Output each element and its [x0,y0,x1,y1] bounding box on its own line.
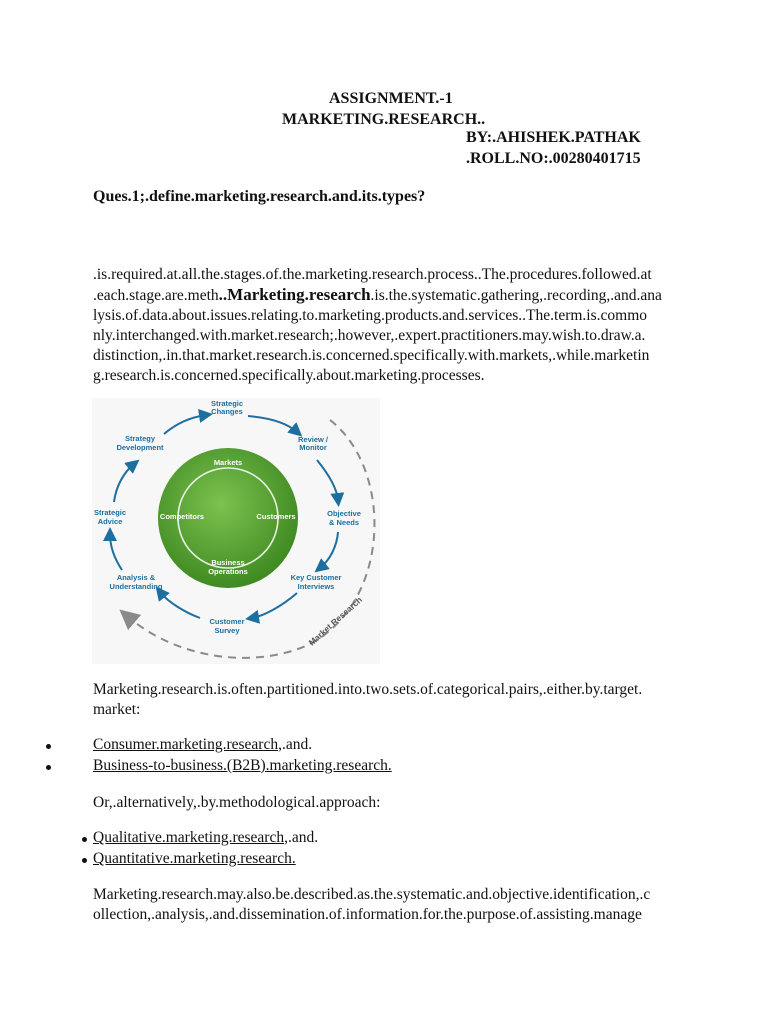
node-strategic-changes-2: Changes [211,407,243,416]
center-label-markets: Markets [213,458,243,467]
closing-line-2: ollection,.analysis,.and.dissemination.of.information.for.the.purpose.of.assisting.manage [93,906,642,923]
quantitative-research-link[interactable]: Quantitative.marketing.research. [93,850,296,867]
node-review-1: Review / [297,435,329,444]
node-development-2: Development [116,443,164,452]
intro-line-1: .is.required.at.all.the.stages.of.the.marketing.research.process..The.procedures.followed.at [93,266,652,283]
subject-title: MARKETING.RESEARCH.. [282,111,486,128]
list-item: Consumer.marketing.research,.and. [93,736,313,753]
node-review-2: Monitor [299,443,327,452]
center-label-business: Business [211,558,245,567]
node-interviews-1: Key Customer [290,573,342,582]
outer-arc-label: Market Research [306,594,364,648]
roll-number-line: .ROLL.NO:.00280401715 [466,150,641,167]
center-label-customers: Customers [256,512,296,521]
intro-line-3: lysis.of.data.about.issues.relating.to.marketing.products.and.services..The.term.is.commo [93,307,647,324]
node-objective-2: & Needs [328,518,360,527]
bullet-icon [82,837,87,842]
node-strategic-changes-1: Strategic [210,399,244,408]
node-survey-1: Customer [209,617,245,626]
node-survey-2: Survey [214,626,240,635]
node-advice-1: Strategic [93,508,127,517]
intro-line-5: distinction,.in.that.market.research.is.concerned.specifically.with.markets,.while.marketin [93,347,650,364]
author-line: BY:.AHISHEK.PATHAK [466,129,641,146]
center-label-operations: Operations [208,567,248,576]
node-analysis-2: Understanding [109,582,163,591]
list-item: Qualitative.marketing.research,.and. [93,829,319,846]
assignment-title: ASSIGNMENT.-1 [329,90,453,107]
b2b-research-link[interactable]: Business-to-business.(B2B).marketing.research. [93,757,392,774]
node-interviews-2: Interviews [297,582,335,591]
partition-paragraph [93,680,758,720]
center-label-competitors: Competitors [159,512,205,521]
market-research-cycle-diagram [92,398,380,664]
node-objective-1: Objective [327,509,361,518]
bullet-icon [46,765,51,770]
consumer-research-link[interactable]: Consumer.marketing.research [93,736,279,753]
qualitative-research-link[interactable]: Qualitative.marketing.research [93,829,285,846]
node-analysis-1: Analysis & [116,573,156,582]
bullet-icon [46,744,51,749]
partition-line-2: market: [93,701,141,718]
intro-line-2: .each.stage.are.meth..Marketing.research.is.the.systematic.gathering,.recording,.and.ana [93,285,662,304]
partition-line-1: Marketing.research.is.often.partitioned.into.two.sets.of.categorical.pairs,.either.by.target. [93,681,643,698]
question-heading: Ques.1;.define.marketing.research.and.its.types? [93,188,426,205]
intro-paragraph [93,265,758,386]
node-advice-2: Advice [97,517,123,526]
alternative-line: Or,.alternatively,.by.methodological.approach: [93,794,381,811]
intro-line-6: g.research.is.concerned.specifically.about.marketing.processes. [93,367,485,384]
term-highlight: ..Marketing.research [218,285,371,304]
list-item [93,849,296,869]
closing-line-1: Marketing.research.may.also.be.described.as.the.systematic.and.objective.identification,.c [93,886,651,903]
closing-paragraph [93,885,758,925]
node-development-1: Strategy [124,434,156,443]
intro-line-4: nly.interchanged.with.market.research;.however,.expert.practitioners.may.wish.to.draw.a. [93,327,646,344]
list-item [93,756,392,776]
bullet-icon [82,858,87,863]
